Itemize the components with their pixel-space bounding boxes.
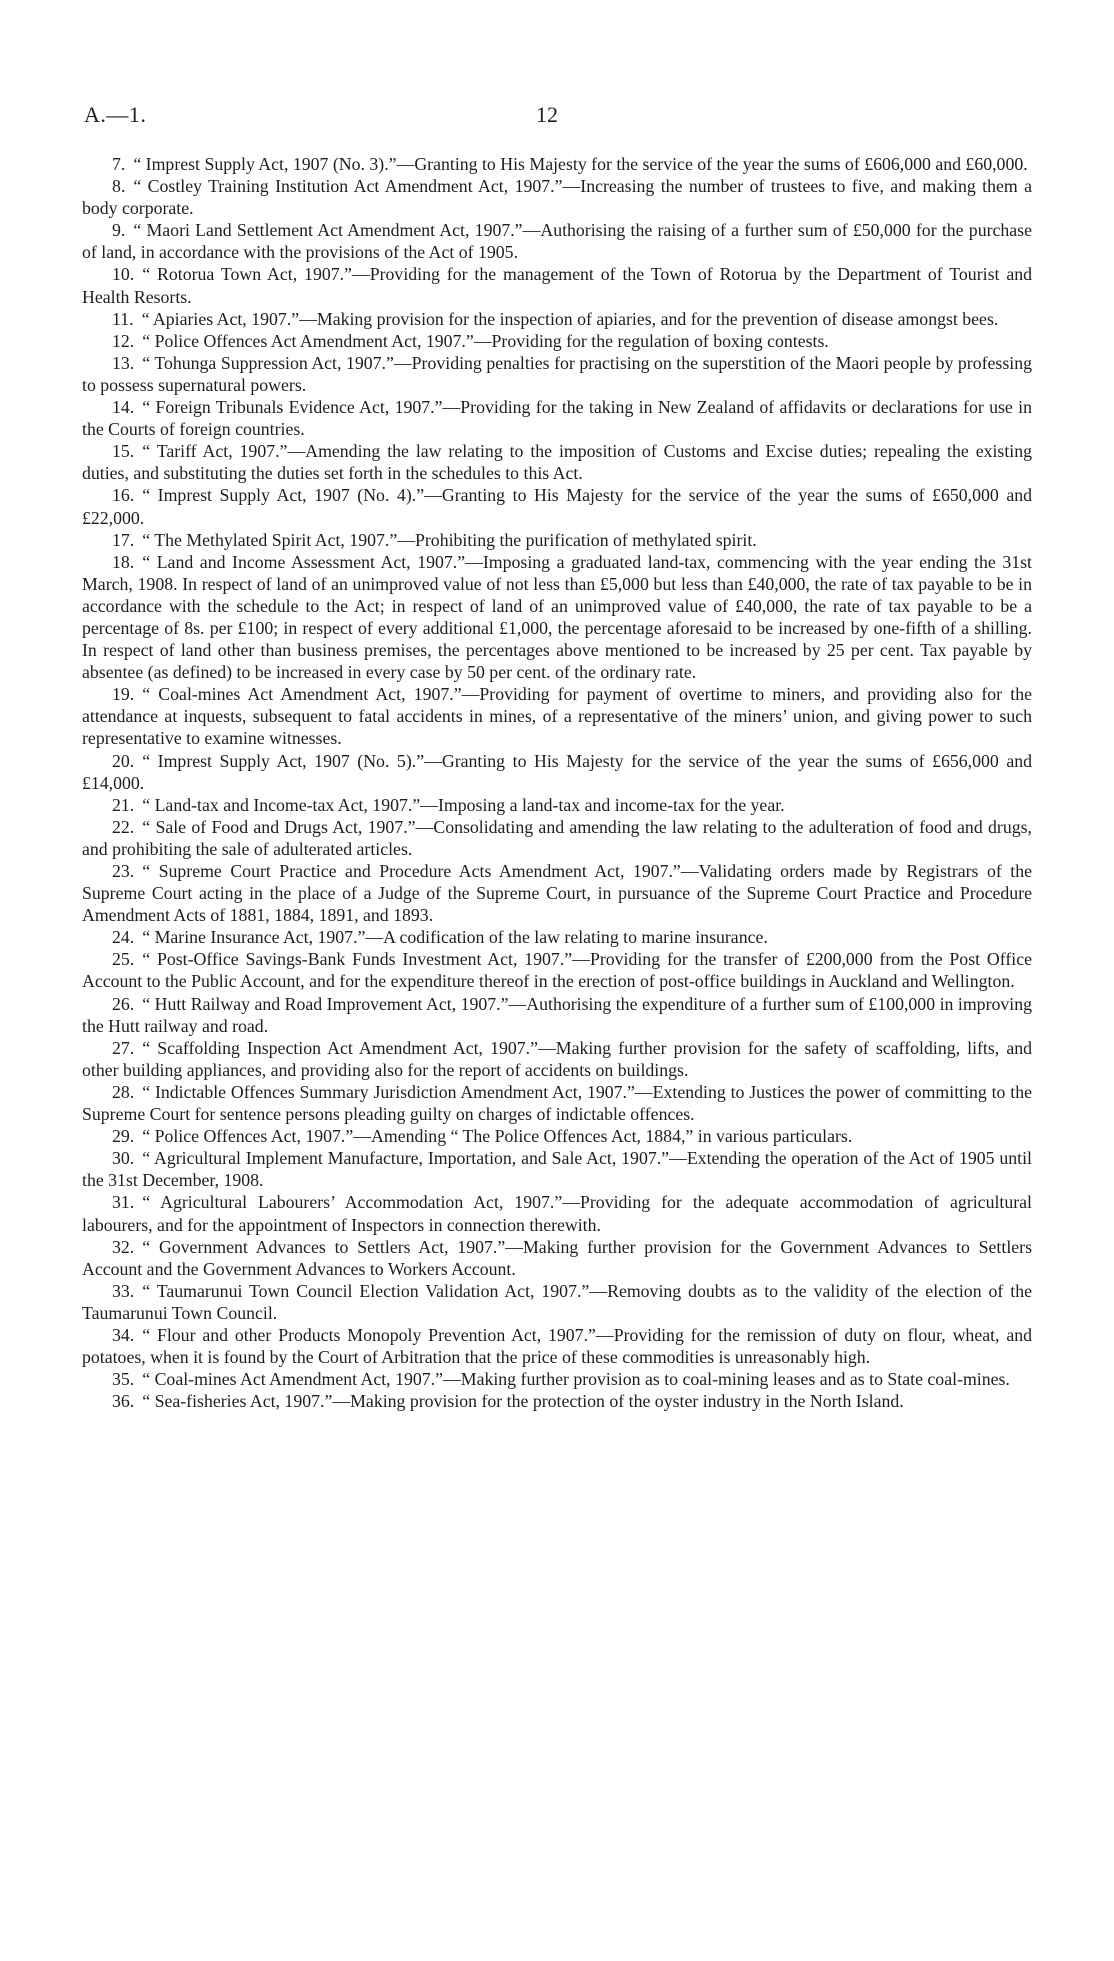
act-entry-number: 11. [112,308,134,329]
act-entry [82,396,1032,440]
act-entry-number: 18. [112,551,135,572]
act-entry-number: 20. [112,750,135,771]
act-entry [82,1191,1032,1235]
act-entry-number: 15. [112,441,135,462]
act-entry [82,1368,1032,1390]
act-entry [82,1280,1032,1324]
act-entry [82,948,1032,992]
page-number: 12 [536,102,558,127]
act-entry-number: 12. [112,330,135,351]
act-entry-text: “ Indictable Offences Summary Jurisdiction Amendment Act, 1907.”—Extending to Justices the power of committing to the Supreme Court for sentence persons pleading guilty on charges of indictable offences. [82,1081,1032,1125]
act-entry [82,816,1032,860]
act-entry-text: “ Land-tax and Income-tax Act, 1907.”—Imposing a land-tax and income-tax for the year. [142,794,785,815]
act-entry-text: “ Supreme Court Practice and Procedure Acts Amendment Act, 1907.”—Validating orders made by Registrars of the Supreme Court acting in the place of a Judge of the Supreme Court, in pursuance of the Supreme Court Practice and Procedure Amendment Acts of 1881, 1884, 1891, and 1893. [82,861,1032,926]
act-entry [82,175,1032,219]
act-entry-text: “ Taumarunui Town Council Election Validation Act, 1907.”—Removing doubts as to the validity of the election of the Taumarunui Town Council. [82,1280,1032,1323]
act-entry [82,219,1032,263]
act-entry-text: “ Imprest Supply Act, 1907 (No. 4).”—Granting to His Majesty for the service of the year the sums of £650,000 and £22,000. [82,485,1032,528]
act-entry [82,484,1032,528]
act-entry-text: “ Coal-mines Act Amendment Act, 1907.”—Providing for payment of overtime to miners, and providing also for the attendance at inquests, subsequent to fatal accidents in mines, of a representative of the miners’ union, and giving power to such representative to examine witnesses. [82,684,1032,749]
act-entry-text: “ Imprest Supply Act, 1907 (No. 5).”—Granting to His Majesty for the service of the year the sums of £656,000 and £14,000. [82,750,1032,793]
act-entry [82,794,1032,816]
act-entry-number: 14. [112,397,135,418]
act-entry [82,308,1032,330]
act-entry [82,330,1032,352]
act-entry-number: 17. [112,529,135,550]
document-reference: A.—1. [84,102,147,127]
act-entry-number: 36. [112,1391,135,1412]
act-entry-number: 34. [112,1324,135,1345]
act-entry-number: 16. [112,485,135,506]
act-entry-text: “ Police Offences Act Amendment Act, 1907.”—Providing for the regulation of boxing contests. [142,330,829,351]
act-entry [82,440,1032,484]
act-entry-number: 32. [112,1236,135,1257]
act-entry [82,1236,1032,1280]
act-entry [82,263,1032,307]
act-entry-text: “ Agricultural Labourers’ Accommodation Act, 1907.”—Providing for the adequate accommodation of agricultural labourers, and for the appointment of Inspectors in connection therewith. [82,1192,1032,1235]
act-entry-number: 13. [112,352,135,373]
act-entry [82,1081,1032,1125]
act-entry-text: “ Marine Insurance Act, 1907.”—A codification of the law relating to marine insurance. [142,927,768,948]
act-entry-text: “ Scaffolding Inspection Act Amendment Act, 1907.”—Making further provision for the safety of scaffolding, lifts, and other building appliances, and providing also for the report of accidents on buildings. [82,1037,1032,1080]
act-entry-number: 30. [112,1148,135,1169]
act-entry-number: 26. [112,993,135,1014]
act-entry-number: 35. [112,1369,135,1390]
act-entry-number: 7. [112,154,126,174]
act-entry-number: 9. [112,220,126,241]
act-entry-text: “ Maori Land Settlement Act Amendment Act, 1907.”—Authorising the raising of a further sum of £50,000 for the purchase of land, in accordance with the provisions of the Act of 1905. [82,220,1032,263]
act-entry [82,1147,1032,1191]
act-entry [82,529,1032,551]
act-entry-text: “ Hutt Railway and Road Improvement Act, 1907.”—Authorising the expenditure of a further sum of £100,000 in improving the Hutt railway and road. [82,993,1032,1036]
act-entry-number: 19. [112,684,135,705]
act-entry-number: 8. [112,176,126,197]
act-entry-number: 25. [112,949,135,970]
act-entry-number: 28. [112,1081,135,1102]
act-entry-text: “ Foreign Tribunals Evidence Act, 1907.”—Providing for the taking in New Zealand of affidavits or declarations for use in the Courts of foreign countries. [82,397,1032,440]
act-entry [82,352,1032,396]
page-header [84,102,1030,132]
act-entry [82,1125,1032,1147]
act-entry-text: “ Post-Office Savings-Bank Funds Investment Act, 1907.”—Providing for the transfer of £200,000 from the Post Office Account to the Public Account, and for the expenditure thereof in the erection of post-office buildings in Auckland and Wellington. [82,949,1032,992]
act-entry-text: “ Imprest Supply Act, 1907 (No. 3).”—Granting to His Majesty for the service of the year the sums of £606,000 and £60,000. [133,154,1028,174]
act-entry-text: “ Sea-fisheries Act, 1907.”—Making provision for the protection of the oyster industry in the North Island. [142,1391,904,1412]
act-entry-number: 10. [112,264,135,285]
act-entry-text: “ Land and Income Assessment Act, 1907.”—Imposing a graduated land-tax, commencing with the year ending the 31st March, 1908. In respect of land of an unimproved value of not less than £5,000 but less than £40,000, the rate of tax payable to be in accordance with the schedule to the Act; in respect of land of an unimproved value of £40,000, the rate of tax payable to be a percentage of 8s. per £100; in respect of every additional £1,000, the percentage aforesaid to be increased by one-fifth of a shilling. In respect of land other than business premises, the percentages above mentioned to be increased by 25 per cent. Tax payable by absentee (as defined) to be increased in every case by 50 per cent. of the ordinary rate. [82,551,1032,683]
act-entry-text: “ Police Offences Act, 1907.”—Amending “ The Police Offences Act, 1884,” in various particulars. [142,1126,853,1147]
act-entry-text: “ Apiaries Act, 1907.”—Making provision for the inspection of apiaries, and for the prevention of disease amongst bees. [141,308,999,329]
act-entry [82,1037,1032,1081]
act-entry-number: 33. [112,1280,135,1301]
act-entry-text: “ Agricultural Implement Manufacture, Importation, and Sale Act, 1907.”—Extending the operation of the Act of 1905 until the 31st December, 1908. [82,1148,1032,1191]
act-entry-number: 23. [112,861,135,881]
act-entry-number: 31. [112,1192,135,1213]
act-entry-text: “ Tariff Act, 1907.”—Amending the law relating to the imposition of Customs and Excise duties; repealing the existing duties, and substituting the duties set forth in the schedules to this Act. [82,441,1032,484]
act-entry [82,750,1032,794]
act-entry-text: “ Tohunga Suppression Act, 1907.”—Providing penalties for practising on the superstition of the Maori people by professing to possess supernatural powers. [82,352,1032,395]
act-entry-text: “ Rotorua Town Act, 1907.”—Providing for the management of the Town of Rotorua by the Department of Tourist and Health Resorts. [82,264,1032,307]
act-entry [82,153,1032,175]
act-entry-number: 29. [112,1126,135,1147]
act-entry [82,926,1032,948]
act-entry [82,860,1032,926]
act-entry-number: 21. [112,794,135,815]
act-entry-text: “ The Methylated Spirit Act, 1907.”—Prohibiting the purification of methylated spirit. [142,529,757,550]
act-entry [82,1324,1032,1368]
act-entry [82,683,1032,749]
acts-list [82,153,1032,1412]
act-entry-text: “ Sale of Food and Drugs Act, 1907.”—Consolidating and amending the law relating to the adulteration of food and drugs, and prohibiting the sale of adulterated articles. [82,816,1032,859]
act-entry-text: “ Flour and other Products Monopoly Prevention Act, 1907.”—Providing for the remission of duty on flour, wheat, and potatoes, when it is found by the Court of Arbitration that the price of these commodities is unreasonably high. [82,1324,1032,1368]
act-entry-number: 22. [112,816,135,837]
act-entry [82,993,1032,1037]
act-entry [82,551,1032,684]
act-entry-number: 27. [112,1037,135,1058]
act-entry-text: “ Coal-mines Act Amendment Act, 1907.”—Making further provision as to coal-mining leases and as to State coal-mines. [142,1369,1010,1390]
act-entry-text: “ Government Advances to Settlers Act, 1907.”—Making further provision for the Government Advances to Settlers Account and the Government Advances to Workers Account. [82,1236,1032,1279]
act-entry [82,1390,1032,1412]
act-entry-number: 24. [112,927,135,948]
act-entry-text: “ Costley Training Institution Act Amendment Act, 1907.”—Increasing the number of trustees to five, and making them a body corporate. [82,176,1032,219]
